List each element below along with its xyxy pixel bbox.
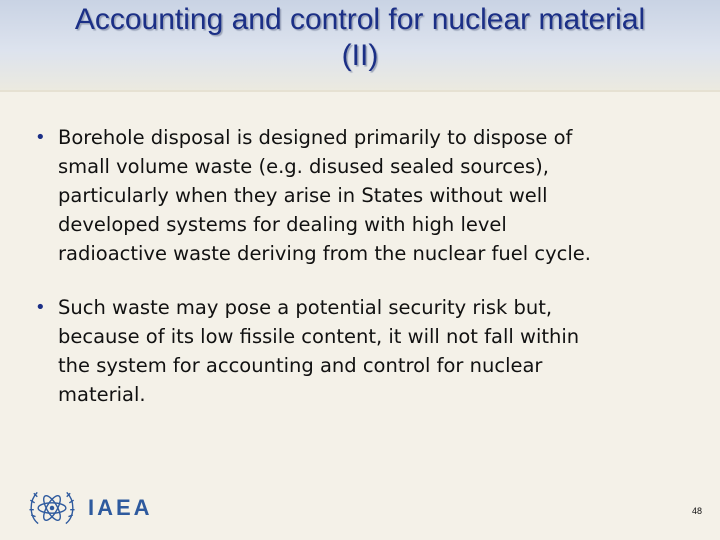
- bullet-marker: •: [35, 297, 46, 318]
- slide-title: [0, 2, 720, 74]
- bullet-text-line: material.: [58, 383, 146, 406]
- iaea-logo: [26, 480, 153, 536]
- iaea-logo-text: IAEA: [88, 495, 153, 520]
- slide-title-line-2: (II): [341, 39, 379, 72]
- header-divider: [0, 90, 720, 92]
- bullet-item: [28, 293, 688, 409]
- bullet-text-line: particularly when they arise in States without well: [58, 184, 548, 207]
- slide-title-line-1: Accounting and control for nuclear material: [74, 3, 646, 36]
- bullet-text-line: small volume waste (e.g. disused sealed sources),: [58, 155, 549, 178]
- page-number: 48: [691, 506, 702, 516]
- bullet-text-line: radioactive waste deriving from the nuclear fuel cycle.: [58, 242, 591, 265]
- bullet-text-line: developed systems for dealing with high level: [58, 213, 507, 236]
- bullet-text-line: because of its low fissile content, it will not fall within: [58, 325, 580, 348]
- bullet-text-line: Such waste may pose a potential security risk but,: [58, 296, 553, 319]
- bullet-item: [28, 123, 688, 268]
- bullet-text-line: Borehole disposal is designed primarily to dispose of: [58, 126, 573, 149]
- slide-body: [28, 123, 688, 409]
- bullet-marker: •: [35, 127, 46, 148]
- bullet-text-line: the system for accounting and control for nuclear: [58, 354, 543, 377]
- iaea-atom-wreath-icon: [26, 482, 78, 534]
